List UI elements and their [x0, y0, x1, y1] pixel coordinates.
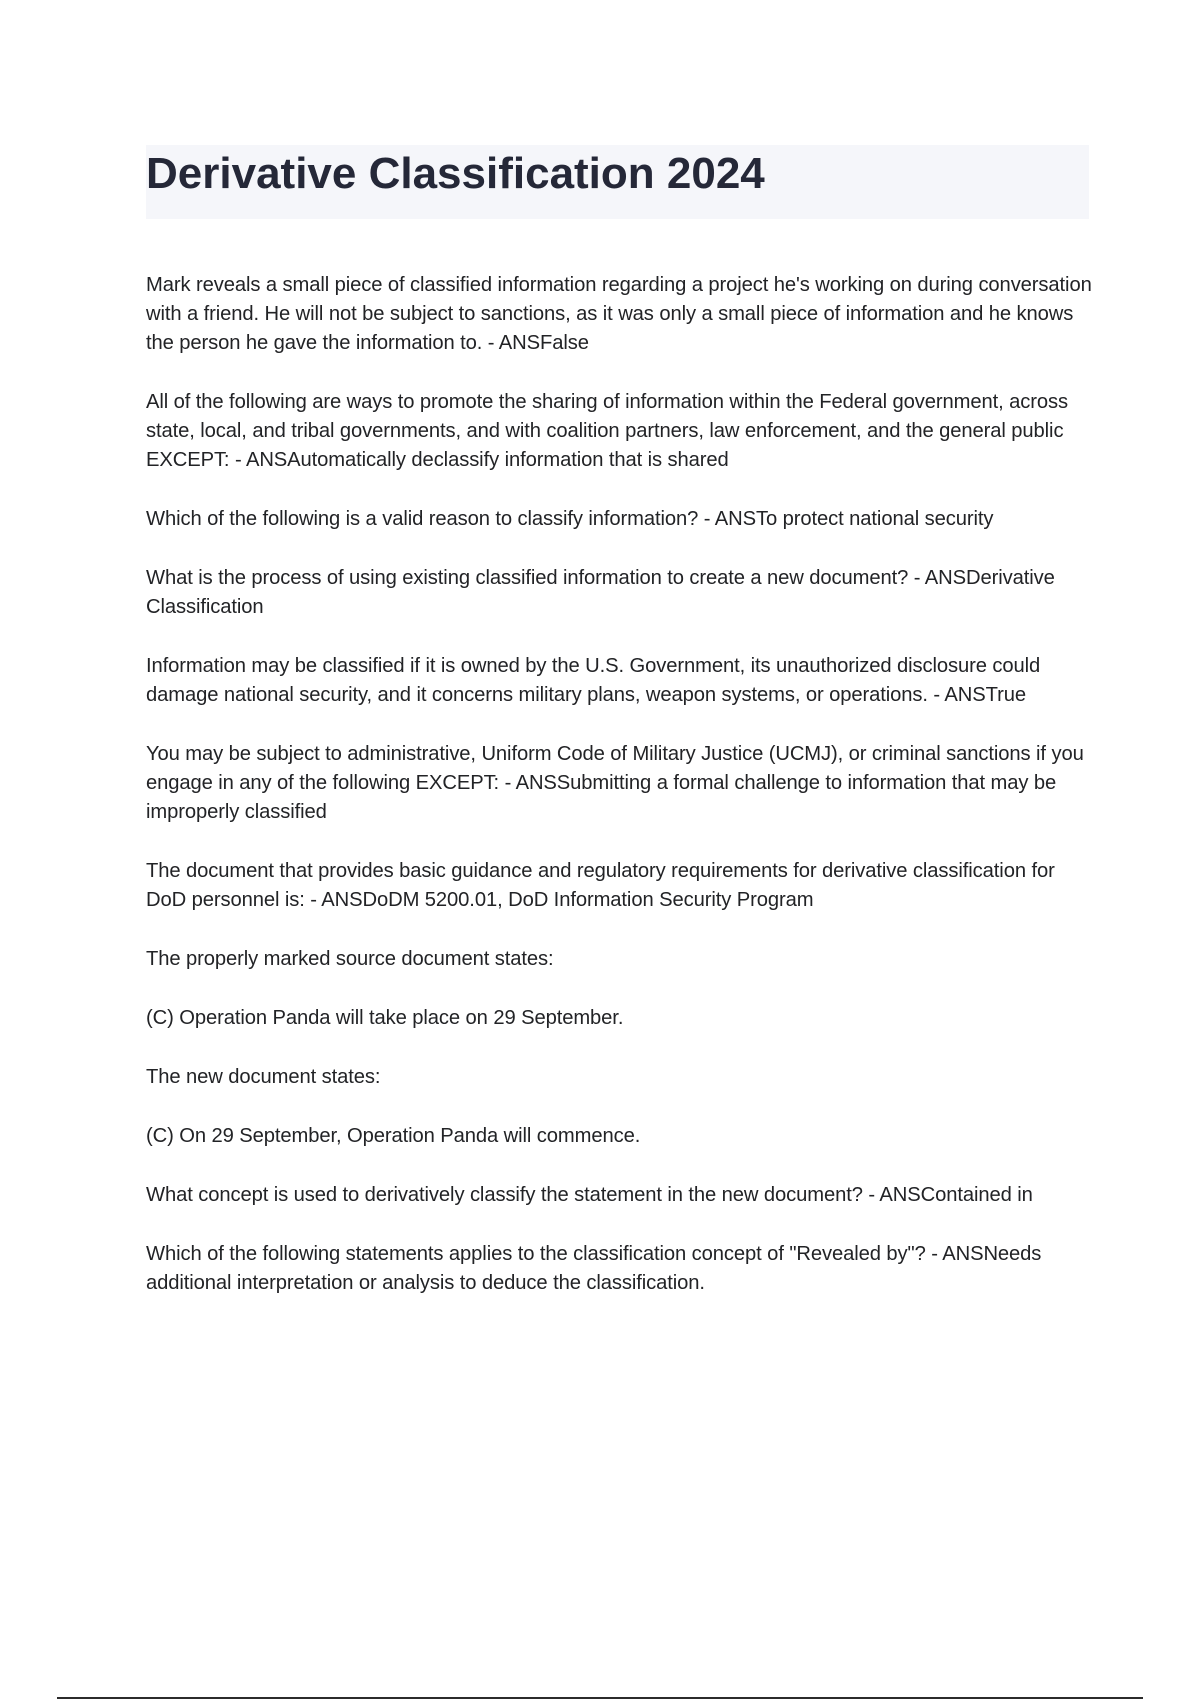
qa-entry-8: What concept is used to derivatively classify the statement in the new document? - ANSContained in	[146, 1184, 1033, 1206]
qa-entry-1: Mark reveals a small piece of classified information regarding a project he's working on during conversation with a friend. He will not be subject to sanctions, as it was only a small piece of information and he knows the person he gave the information to. - ANSFalse	[146, 274, 1092, 354]
qa-entry-5: Information may be classified if it is owned by the U.S. Government, its unauthorized disclosure could damage national security, and it concerns military plans, weapon systems, or operations. - ANSTrue	[146, 655, 1041, 706]
document-title: Derivative Classification 2024	[146, 149, 765, 198]
source-document-intro: The properly marked source document states:	[146, 948, 554, 970]
qa-entry-7: The document that provides basic guidance and regulatory requirements for derivative classification for DoD personnel is: - ANSDoDM 5200.01, DoD Information Security Program	[146, 860, 1055, 911]
qa-entry-2: All of the following are ways to promote the sharing of information within the Federal government, across state, local, and tribal governments, and with coalition partners, law enforcement, and the general public EXCEPT: - ANSAutomatically declassify information that is shared	[146, 391, 1068, 471]
qa-entry-3: Which of the following is a valid reason to classify information? - ANSTo protect national security	[146, 508, 994, 530]
qa-entry-4: What is the process of using existing classified information to create a new document? - ANSDerivative Classification	[146, 567, 1055, 618]
document-body	[146, 271, 1096, 1298]
new-document-intro: The new document states:	[146, 1066, 381, 1088]
new-document-statement: (C) On 29 September, Operation Panda will commence.	[146, 1125, 641, 1147]
qa-entry-9: Which of the following statements applies to the classification concept of "Revealed by"? - ANSNeeds additional interpretation or analysis to deduce the classification.	[146, 1243, 1042, 1294]
footer-divider	[57, 1697, 1143, 1699]
qa-entry-6: You may be subject to administrative, Uniform Code of Military Justice (UCMJ), or criminal sanctions if you engage in any of the following EXCEPT: - ANSSubmitting a formal challenge to information that may be improperly classified	[146, 743, 1084, 823]
source-document-statement: (C) Operation Panda will take place on 29 September.	[146, 1007, 624, 1029]
